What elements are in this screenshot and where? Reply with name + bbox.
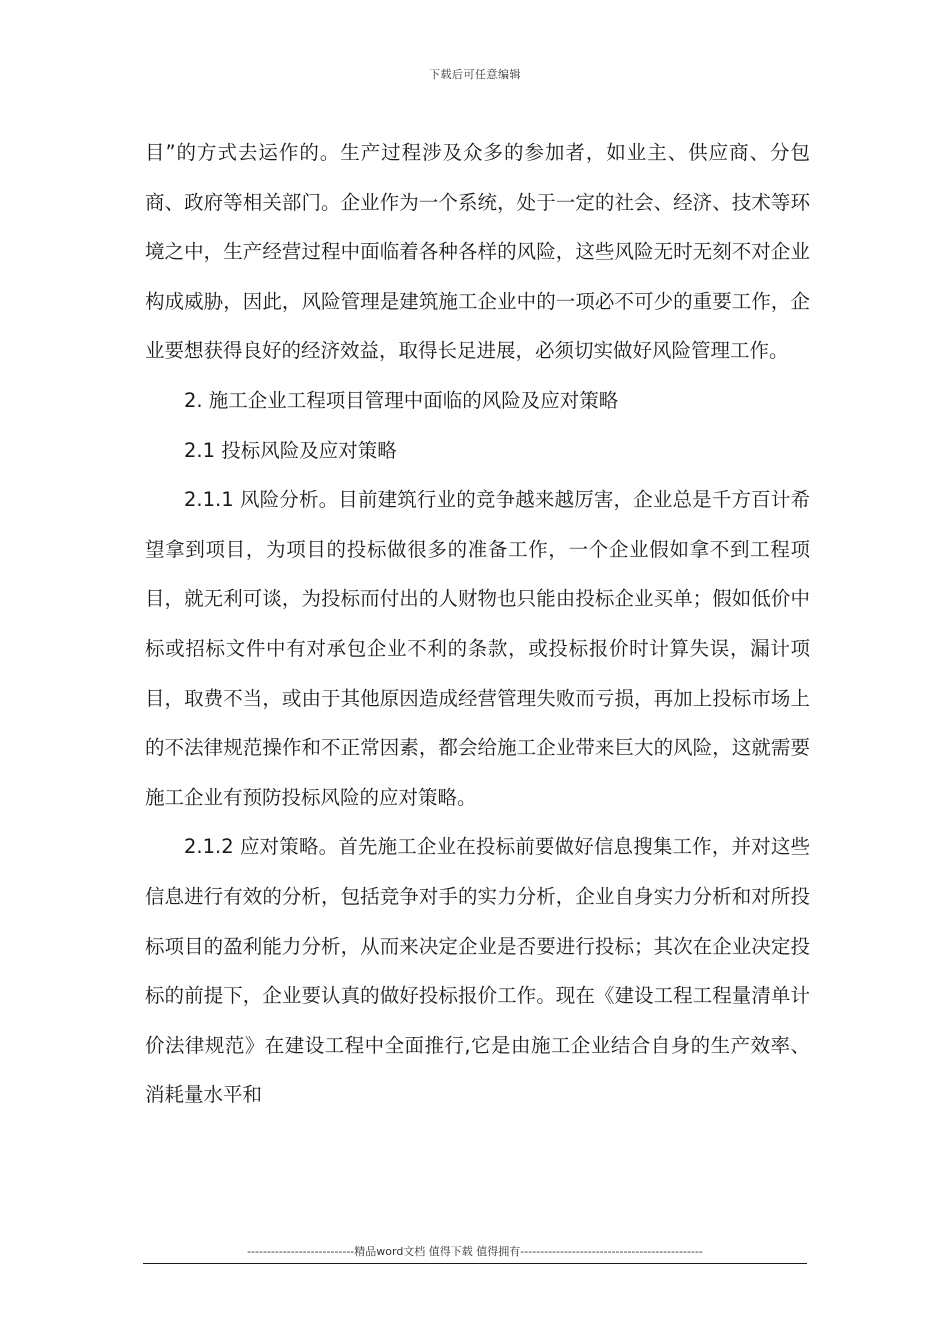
page-header-note: 下载后可任意编辑 bbox=[429, 68, 521, 81]
section-heading-2: 2. 施工企业工程项目管理中面临的风险及应对策略 bbox=[184, 388, 619, 412]
paragraph-2-1-2-response-strategy: 2.1.2 应对策略。首先施工企业在投标前要做好信息搜集工作，并对这些信息进行有效的分析，包括竞争对手的实力分析，企业自身实力分析和对所投标项目的盈利能力分析，从而来决定企业是否要进行投标；其次在企业决定投标的前提下，企业要认真的做好投标报价工作。现在《建设工程工程量清单计价法律规范》在建设工程中全面推行,它是由施工企业结合自身的生产效率、消耗量水平和 bbox=[145, 835, 810, 1107]
paragraph-risk-management-intro: 目”的方式去运作的。生产过程涉及众多的参加者，如业主、供应商、分包商、政府等相关部门。企业作为一个系统，处于一定的社会、经济、技术等环境之中，生产经营过程中面临着各种各样的风险，这些风险无时无刻不对企业构成威胁，因此，风险管理是建筑施工企业中的一项必不可少的重要工作，企业要想获得良好的经济效益，取得长足进展，必须切实做好风险管理工作。 bbox=[145, 141, 810, 363]
page-footer-note: ---------------------------精品word文档 值得下载 值得拥有---------------------------------------------- bbox=[247, 1245, 703, 1258]
paragraph-2-1-1-risk-analysis: 2.1.1 风险分析。目前建筑行业的竞争越来越厉害，企业总是千方百计希望拿到项目，为项目的投标做很多的准备工作，一个企业假如拿不到工程项目，就无利可谈，为投标而付出的人财物也只能由投标企业买单；假如低价中标或招标文件中有对承包企业不利的条款，或投标报价时计算失误，漏计项目，取费不当，或由于其他原因造成经营管理失败而亏损，再加上投标市场上的不法律规范操作和不正常因素，都会给施工企业带来巨大的风险，这就需要施工企业有预防投标风险的应对策略。 bbox=[145, 488, 810, 809]
document-body bbox=[145, 128, 810, 1120]
footer-divider bbox=[143, 1263, 807, 1264]
section-heading-2-1: 2.1 投标风险及应对策略 bbox=[184, 438, 397, 462]
